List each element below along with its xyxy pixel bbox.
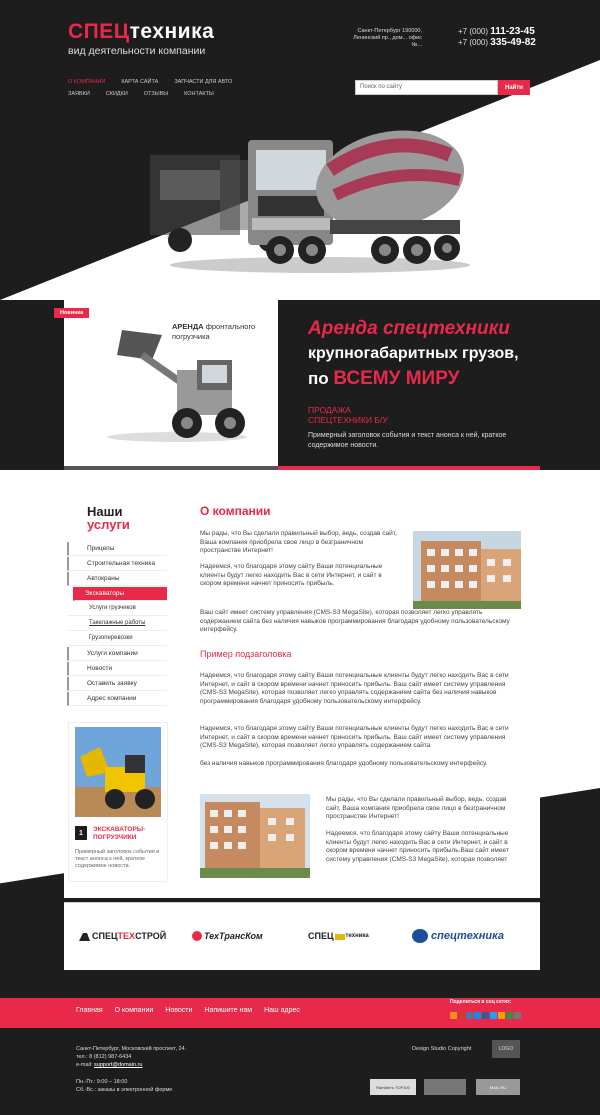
building-image bbox=[200, 794, 310, 878]
phone-prefix: +7 (000) bbox=[458, 38, 489, 47]
menu-item-active[interactable]: Экскаваторы bbox=[73, 587, 167, 601]
footer-nav-item[interactable]: Наш адрес bbox=[264, 1007, 300, 1014]
menu-subitem[interactable]: Такелажные работы bbox=[67, 617, 167, 631]
loader-icon bbox=[334, 930, 346, 942]
share-icon[interactable] bbox=[482, 1012, 489, 1019]
footer-nav-item[interactable]: Напишите нам bbox=[204, 1007, 253, 1014]
services-menu bbox=[67, 542, 167, 707]
paragraph: Надеемся, что благодаря этому сайту Ваши потенциальные клиенты будут легко находить Вас в сети Интернет, и сайт в скором времени начнет приносить прибыль. Ваш сайт имеет систему управления (CMS-S3 MegaSite), которая позволяет легко управлять содержанием сайта bbox=[200, 725, 509, 749]
share-icon[interactable] bbox=[458, 1012, 465, 1019]
share-icon[interactable] bbox=[514, 1012, 521, 1019]
promo-caption-text: фронтального погрузчика bbox=[172, 322, 256, 341]
promo-left-panel[interactable] bbox=[60, 300, 278, 470]
menu-item[interactable]: Строительная техника bbox=[67, 557, 167, 571]
menu-item[interactable]: Прицепы bbox=[67, 542, 167, 556]
footer-contacts bbox=[76, 1045, 186, 1069]
partner-logo[interactable] bbox=[192, 923, 263, 949]
card-text: Примерный заголовок события и текст анонса к ней, краткое содержимое новости. bbox=[75, 849, 160, 869]
paragraph: Мы рады, что Вы сделали правильный выбор, ведь, создав сайт, Ваша компания приобрела свое лицо в безграничном пространстве Интернет! bbox=[326, 796, 507, 820]
nav-item-sitemap[interactable]: КАРТА САЙТА bbox=[121, 79, 159, 85]
footer-nav-item[interactable]: Новости bbox=[165, 1007, 193, 1014]
phone-number: 335-49-82 bbox=[490, 37, 536, 48]
footer-email-link[interactable]: support@domain.ru bbox=[94, 1062, 143, 1068]
footer-address: Санкт-Петербург, Московский проспект, 24. bbox=[76, 1046, 187, 1052]
partner-logo-text: ТЕХ bbox=[117, 931, 136, 941]
subheading: Пример подзаголовка bbox=[200, 649, 292, 659]
sidebar-title-line1: Наши bbox=[87, 504, 123, 519]
partner-logo[interactable] bbox=[412, 923, 504, 949]
menu-subitem[interactable]: Услуги грузчиков bbox=[67, 602, 167, 616]
phone-number: 111-23-45 bbox=[490, 26, 535, 37]
promo-title-3 bbox=[308, 368, 459, 390]
nav-item-parts[interactable]: ЗАПЧАСТИ ДЛЯ АВТО bbox=[174, 79, 233, 85]
studio-logo[interactable]: LOGO bbox=[492, 1040, 520, 1058]
card-number: 1 bbox=[75, 826, 87, 840]
share-icon[interactable] bbox=[498, 1012, 505, 1019]
news-card[interactable] bbox=[68, 722, 168, 882]
menu-item[interactable]: Услуги компании bbox=[67, 647, 167, 661]
promo-text: Примерный заголовок события и текст анонса к ней, краткое содержимое новости. bbox=[308, 432, 507, 449]
new-badge: Новинка bbox=[54, 308, 89, 318]
sidebar-title bbox=[87, 505, 130, 531]
excavator-icon bbox=[78, 929, 92, 943]
footer-tel: тел.: 8 (812) 987-6434 bbox=[76, 1054, 132, 1060]
promo-title-1: Аренда спецтехники bbox=[308, 318, 510, 339]
paragraph: Надеемся, что благодаря этому сайту Ваши потенциальные клиенты будут легко находить Вас в сети Интернет, и сайт в скором времени начнет приносить прибыль. bbox=[200, 563, 383, 587]
globe-icon bbox=[412, 929, 428, 943]
menu-subitem[interactable]: Грузоперевозки bbox=[67, 632, 167, 646]
counter-badge[interactable] bbox=[424, 1079, 466, 1095]
nav-item-contacts[interactable]: КОНТАКТЫ bbox=[184, 91, 214, 97]
promo-title-3b: ВСЕМУ МИРУ bbox=[333, 368, 460, 389]
share-icon[interactable] bbox=[506, 1012, 513, 1019]
promo-banner bbox=[60, 300, 540, 470]
menu-item[interactable]: Новости bbox=[67, 662, 167, 676]
building-image bbox=[413, 531, 521, 609]
partners-strip bbox=[64, 902, 540, 970]
partner-logo-text: спецтехника bbox=[431, 930, 504, 942]
promo-right-panel bbox=[278, 300, 540, 470]
counter-badge[interactable]: Rambler's TOP100 bbox=[370, 1079, 416, 1095]
partner-logo[interactable] bbox=[78, 923, 166, 949]
nav-item-reviews[interactable]: ОТЗЫВЫ bbox=[143, 91, 169, 97]
header-phones bbox=[458, 26, 536, 48]
nav-item-requests[interactable]: ЗАЯВКИ bbox=[68, 91, 90, 97]
paragraph: без наличия навыков программирования благодаря удобному пользовательскому интерфейсу. bbox=[200, 760, 488, 767]
phone-prefix: +7 (000) bbox=[458, 27, 489, 36]
paragraph: Надеемся, что благодаря этому сайту Ваши потенциальные клиенты будут легко находить Вас в сети Интернет, и сайт в скором времени начнет приносить прибыль. Ваш сайт имеет систему управления (CMS-S3 MegaSite), которая позволяет легко управлять содержанием сайта без наличия навыков программирования благодаря удобному пользовательскому интерфейсу. bbox=[200, 672, 509, 705]
paragraph: Мы рады, что Вы сделали правильный выбор, ведь, создав сайт, Ваша компания приобрела свое лицо в безграничном пространстве Интернет! bbox=[200, 530, 397, 554]
footer-hours-weekend: Сб.-Вс.: заказы в электронной форме bbox=[76, 1087, 173, 1093]
footer-nav-item[interactable]: Главная bbox=[76, 1007, 103, 1014]
menu-item[interactable]: Оставить заявку bbox=[67, 677, 167, 691]
menu-item[interactable]: Автокраны bbox=[67, 572, 167, 586]
partner-logo-text: ТехТрансКом bbox=[204, 931, 263, 941]
partner-logo-text: СПЕЦ bbox=[308, 931, 334, 941]
logo-red-text: СПЕЦ bbox=[68, 20, 130, 43]
footer-nav-item[interactable]: О компании bbox=[114, 1007, 154, 1014]
promo-title-3a: по bbox=[308, 369, 329, 388]
share-icon[interactable] bbox=[466, 1012, 473, 1019]
nav-item-about[interactable]: О КОМПАНИИ bbox=[68, 79, 106, 85]
excavator-illustration bbox=[75, 727, 161, 817]
footer-email-label: e-mail: bbox=[76, 1062, 93, 1068]
share-icon[interactable] bbox=[450, 1012, 457, 1019]
partner-logo-text: СТРОЙ bbox=[135, 931, 167, 941]
circle-icon bbox=[192, 931, 202, 941]
menu-item[interactable]: Адрес компании bbox=[67, 692, 167, 706]
counter-badge[interactable]: MAIL.RU bbox=[476, 1079, 520, 1095]
search-button[interactable]: Найти bbox=[498, 80, 530, 95]
share-icon[interactable] bbox=[490, 1012, 497, 1019]
partner-logo[interactable] bbox=[308, 923, 369, 949]
site-logo[interactable] bbox=[68, 20, 214, 57]
promo-subtitle[interactable]: ПРОДАЖА СПЕЦТЕХНИКИ Б/У bbox=[308, 405, 388, 425]
header-address: Санкт-Петербург 190000, Ленинский пр., дом... офис №... bbox=[353, 28, 422, 48]
share-icon[interactable] bbox=[474, 1012, 481, 1019]
partner-logo-text: техника bbox=[345, 933, 369, 939]
logo-tagline: вид деятельности компании bbox=[68, 45, 206, 57]
paragraph: Ваш сайт имеет систему управления (CMS-S3 MegaSite), которая позволяет легко управлять содержанием сайта без наличия навыков программирования благодаря удобному пользовательскому интерфейсу. bbox=[200, 609, 510, 633]
search-input[interactable]: Поиск по сайту bbox=[355, 80, 498, 95]
footer-nav bbox=[76, 1007, 312, 1014]
promo-caption-bold: АРЕНДА bbox=[172, 322, 204, 331]
promo-caption bbox=[172, 322, 272, 342]
footer-hours bbox=[76, 1078, 172, 1094]
search-form bbox=[355, 80, 530, 95]
footer-hours-weekdays: Пн.-Пт.: 9:00 – 18:00 bbox=[76, 1079, 128, 1085]
copyright[interactable]: Design Studio Copyright bbox=[412, 1046, 472, 1052]
sidebar-title-line2: услуги bbox=[87, 517, 130, 532]
nav-item-discounts[interactable]: СКИДКИ bbox=[105, 91, 128, 97]
page-title: О компании bbox=[200, 504, 271, 518]
logo-white-text: техника bbox=[129, 20, 215, 43]
truck-illustration bbox=[120, 100, 480, 275]
paragraph: Надеемся, что благодаря этому сайту Ваши потенциальные клиенты будут легко находить Вас в сети Интернет, и сайт в скором времени начнет приносить прибыль.Ваш сайт имеет систему управления (CMS-S3 MegaSite), которая позволяет bbox=[326, 830, 509, 863]
social-title: Поделиться в соц сетях: bbox=[450, 999, 512, 1005]
partner-logo-text: СПЕЦ bbox=[92, 931, 118, 941]
excavator-image bbox=[75, 727, 161, 817]
card-title[interactable]: ЭКСКАВАТОРЫ-ПОГРУЗЧИКИ bbox=[93, 826, 146, 841]
social-icons bbox=[450, 1012, 521, 1019]
promo-title-2: крупногабаритных грузов, bbox=[308, 345, 519, 362]
